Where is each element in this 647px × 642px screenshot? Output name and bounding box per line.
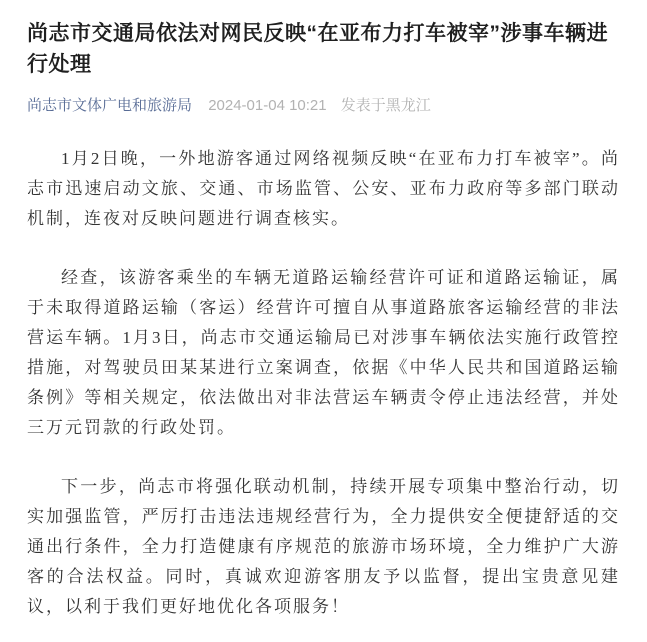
- publish-location: 发表于黑龙江: [340, 97, 431, 114]
- paragraph-2: 经查，该游客乘坐的车辆无道路运输经营许可证和道路运输证，属于未取得道路运输（客运）经营许可擅自从事道路旅客运输经营的非法营运车辆。1月3日，尚志市交通运输局已对涉事车辆依法实施行政管控措施，对驾驶员田某某进行立案调查，依据《中华人民共和国道路运输条例》等相关规定，依法做出对非法营运车辆责令停止违法经营，并处三万元罚款的行政处罚。: [27, 268, 620, 437]
- paragraph-3: 下一步，尚志市将强化联动机制，持续开展专项集中整治行动，切实加强监管，严厉打击违法违规经营行为，全力提供安全便捷舒适的交通出行条件，全力打造健康有序规范的旅游市场环境，全力维护广大游客的合法权益。同时，真诚欢迎游客朋友予以监督，提出宝贵意见建议，以利于我们更好地优化各项服务！: [27, 477, 620, 616]
- publish-datetime: 2024-01-04 10:21: [208, 97, 327, 114]
- article-title: 尚志市交通局依法对网民反映“在亚布力打车被宰”涉事车辆进行处理: [27, 22, 608, 76]
- article-body: [27, 144, 620, 622]
- byline: [27, 96, 620, 116]
- account-name-link[interactable]: 尚志市文体广电和旅游局: [27, 97, 193, 114]
- paragraph-1: 1月2日晚，一外地游客通过网络视频反映“在亚布力打车被宰”。尚志市迅速启动文旅、交通、市场监管、公安、亚布力政府等多部门联动机制，连夜对反映问题进行调查核实。: [27, 149, 620, 228]
